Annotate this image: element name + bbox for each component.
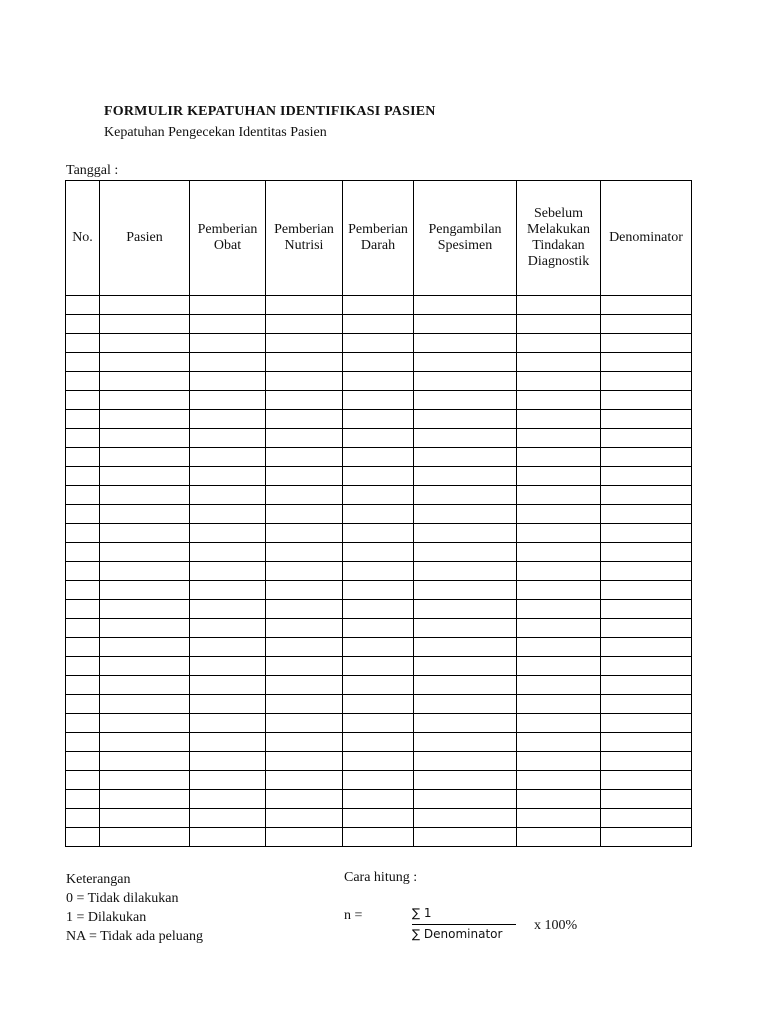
table-cell[interactable] xyxy=(601,505,692,524)
table-cell[interactable] xyxy=(601,790,692,809)
table-cell[interactable] xyxy=(266,638,343,657)
table-row xyxy=(66,733,692,752)
table-cell[interactable] xyxy=(100,505,190,524)
table-cell[interactable] xyxy=(517,467,601,486)
table-cell[interactable] xyxy=(66,410,100,429)
table-cell[interactable] xyxy=(66,315,100,334)
table-cell[interactable] xyxy=(66,429,100,448)
table-cell[interactable] xyxy=(343,752,414,771)
table-cell[interactable] xyxy=(414,676,517,695)
table-cell[interactable] xyxy=(100,790,190,809)
table-cell[interactable] xyxy=(190,372,266,391)
table-cell[interactable] xyxy=(343,771,414,790)
table-cell[interactable] xyxy=(100,410,190,429)
table-cell[interactable] xyxy=(100,467,190,486)
table-cell[interactable] xyxy=(517,486,601,505)
formula-denominator: ∑ Denominator xyxy=(412,927,503,941)
table-cell[interactable] xyxy=(343,790,414,809)
table-cell[interactable] xyxy=(190,600,266,619)
table-cell[interactable] xyxy=(601,581,692,600)
table-cell[interactable] xyxy=(100,486,190,505)
table-cell[interactable] xyxy=(100,562,190,581)
table-cell[interactable] xyxy=(190,334,266,353)
table-cell[interactable] xyxy=(517,638,601,657)
table-cell[interactable] xyxy=(190,467,266,486)
table-cell[interactable] xyxy=(66,334,100,353)
table-cell[interactable] xyxy=(601,657,692,676)
table-cell[interactable] xyxy=(266,448,343,467)
table-cell[interactable] xyxy=(414,315,517,334)
table-cell[interactable] xyxy=(66,486,100,505)
compliance-table xyxy=(65,180,692,847)
table-cell[interactable] xyxy=(414,486,517,505)
table-cell[interactable] xyxy=(266,296,343,315)
table-cell[interactable] xyxy=(517,733,601,752)
table-cell[interactable] xyxy=(100,429,190,448)
legend-item: 1 = Dilakukan xyxy=(66,910,147,925)
table-cell[interactable] xyxy=(66,448,100,467)
table-cell[interactable] xyxy=(190,296,266,315)
table-cell[interactable] xyxy=(517,410,601,429)
table-cell[interactable] xyxy=(343,809,414,828)
table-cell[interactable] xyxy=(66,771,100,790)
table-cell[interactable] xyxy=(517,334,601,353)
table-cell[interactable] xyxy=(100,391,190,410)
table-cell[interactable] xyxy=(100,296,190,315)
table-row xyxy=(66,543,692,562)
table-cell[interactable] xyxy=(66,296,100,315)
table-cell[interactable] xyxy=(517,676,601,695)
table-cell[interactable] xyxy=(601,524,692,543)
table-row xyxy=(66,562,692,581)
table-row xyxy=(66,790,692,809)
col-header-pemberian-darah: Pemberian Darah xyxy=(343,181,414,296)
table-cell[interactable] xyxy=(266,619,343,638)
table-cell[interactable] xyxy=(601,619,692,638)
table-cell[interactable] xyxy=(66,543,100,562)
table-row xyxy=(66,467,692,486)
table-cell[interactable] xyxy=(343,486,414,505)
table-cell[interactable] xyxy=(190,524,266,543)
table-row xyxy=(66,315,692,334)
table-cell[interactable] xyxy=(266,828,343,847)
col-header-sebelum-tindakan: Sebelum Melakukan Tindakan Diagnostik xyxy=(517,181,601,296)
table-row xyxy=(66,676,692,695)
table-cell[interactable] xyxy=(343,524,414,543)
formula-multiplier: x 100% xyxy=(534,918,578,933)
table-cell[interactable] xyxy=(190,809,266,828)
table-cell[interactable] xyxy=(517,657,601,676)
table-cell[interactable] xyxy=(601,543,692,562)
table-cell[interactable] xyxy=(343,562,414,581)
table-cell[interactable] xyxy=(100,695,190,714)
table-cell[interactable] xyxy=(517,391,601,410)
table-cell[interactable] xyxy=(266,771,343,790)
col-header-denominator: Denominator xyxy=(601,181,692,296)
table-cell[interactable] xyxy=(517,752,601,771)
table-cell[interactable] xyxy=(343,828,414,847)
table-cell[interactable] xyxy=(66,467,100,486)
table-cell[interactable] xyxy=(414,543,517,562)
table-cell[interactable] xyxy=(66,752,100,771)
table-cell[interactable] xyxy=(266,505,343,524)
table-cell[interactable] xyxy=(601,372,692,391)
table-cell[interactable] xyxy=(66,391,100,410)
table-cell[interactable] xyxy=(601,353,692,372)
table-cell[interactable] xyxy=(190,543,266,562)
table-cell[interactable] xyxy=(66,714,100,733)
table-cell[interactable] xyxy=(266,657,343,676)
table-cell[interactable] xyxy=(190,676,266,695)
table-cell[interactable] xyxy=(343,296,414,315)
table-cell[interactable] xyxy=(517,315,601,334)
form-title: FORMULIR KEPATUHAN IDENTIFIKASI PASIEN xyxy=(104,104,436,119)
table-cell[interactable] xyxy=(343,733,414,752)
table-row xyxy=(66,372,692,391)
table-cell[interactable] xyxy=(100,809,190,828)
table-cell[interactable] xyxy=(517,695,601,714)
table-row xyxy=(66,638,692,657)
table-row xyxy=(66,714,692,733)
table-cell[interactable] xyxy=(414,790,517,809)
table-cell[interactable] xyxy=(414,619,517,638)
table-cell[interactable] xyxy=(343,505,414,524)
table-cell[interactable] xyxy=(414,353,517,372)
table-cell[interactable] xyxy=(190,752,266,771)
table-cell[interactable] xyxy=(266,733,343,752)
table-cell[interactable] xyxy=(190,714,266,733)
table-cell[interactable] xyxy=(343,429,414,448)
table-cell[interactable] xyxy=(414,448,517,467)
table-cell[interactable] xyxy=(266,486,343,505)
table-cell[interactable] xyxy=(601,714,692,733)
table-cell[interactable] xyxy=(100,524,190,543)
table-cell[interactable] xyxy=(266,467,343,486)
table-cell[interactable] xyxy=(100,353,190,372)
table-cell[interactable] xyxy=(266,391,343,410)
table-cell[interactable] xyxy=(66,809,100,828)
table-cell[interactable] xyxy=(266,315,343,334)
table-cell[interactable] xyxy=(414,714,517,733)
table-cell[interactable] xyxy=(601,486,692,505)
table-cell[interactable] xyxy=(190,695,266,714)
table-cell[interactable] xyxy=(100,334,190,353)
table-cell[interactable] xyxy=(66,790,100,809)
table-cell[interactable] xyxy=(190,790,266,809)
table-cell[interactable] xyxy=(414,752,517,771)
table-cell[interactable] xyxy=(414,505,517,524)
table-cell[interactable] xyxy=(517,448,601,467)
table-cell[interactable] xyxy=(100,657,190,676)
table-cell[interactable] xyxy=(66,372,100,391)
table-cell[interactable] xyxy=(100,638,190,657)
table-cell[interactable] xyxy=(343,657,414,676)
table-cell[interactable] xyxy=(190,771,266,790)
table-cell[interactable] xyxy=(414,429,517,448)
table-cell[interactable] xyxy=(190,486,266,505)
table-cell[interactable] xyxy=(66,600,100,619)
table-cell[interactable] xyxy=(100,619,190,638)
table-row xyxy=(66,353,692,372)
table-cell[interactable] xyxy=(414,600,517,619)
table-cell[interactable] xyxy=(343,695,414,714)
table-cell[interactable] xyxy=(343,410,414,429)
table-row xyxy=(66,296,692,315)
table-cell[interactable] xyxy=(343,581,414,600)
legend xyxy=(66,870,203,946)
table-cell[interactable] xyxy=(100,676,190,695)
table-cell[interactable] xyxy=(343,391,414,410)
legend-item: NA = Tidak ada peluang xyxy=(66,929,203,944)
table-row xyxy=(66,752,692,771)
table-cell[interactable] xyxy=(190,505,266,524)
table-cell[interactable] xyxy=(100,828,190,847)
table-cell[interactable] xyxy=(601,315,692,334)
table-cell[interactable] xyxy=(266,790,343,809)
table-cell[interactable] xyxy=(66,657,100,676)
table-cell[interactable] xyxy=(100,581,190,600)
table-cell[interactable] xyxy=(266,410,343,429)
table-cell[interactable] xyxy=(601,752,692,771)
table-cell[interactable] xyxy=(414,638,517,657)
table-cell[interactable] xyxy=(66,581,100,600)
table-cell[interactable] xyxy=(517,771,601,790)
table-row xyxy=(66,429,692,448)
table-row xyxy=(66,771,692,790)
table-cell[interactable] xyxy=(414,771,517,790)
table-row xyxy=(66,505,692,524)
table-cell[interactable] xyxy=(517,372,601,391)
table-cell[interactable] xyxy=(414,372,517,391)
table-row xyxy=(66,486,692,505)
table-cell[interactable] xyxy=(66,619,100,638)
table-cell[interactable] xyxy=(601,467,692,486)
table-cell[interactable] xyxy=(414,828,517,847)
col-header-pasien: Pasien xyxy=(100,181,190,296)
table-cell[interactable] xyxy=(343,714,414,733)
table-cell[interactable] xyxy=(266,809,343,828)
table-cell[interactable] xyxy=(414,296,517,315)
table-cell[interactable] xyxy=(66,676,100,695)
table-cell[interactable] xyxy=(343,334,414,353)
table-header-row xyxy=(66,181,692,296)
table-cell[interactable] xyxy=(66,733,100,752)
table-cell[interactable] xyxy=(266,752,343,771)
table-cell[interactable] xyxy=(414,334,517,353)
table-row xyxy=(66,828,692,847)
table-cell[interactable] xyxy=(517,714,601,733)
table-cell[interactable] xyxy=(66,638,100,657)
table-row xyxy=(66,410,692,429)
table-cell[interactable] xyxy=(601,562,692,581)
table-cell[interactable] xyxy=(266,372,343,391)
table-cell[interactable] xyxy=(100,752,190,771)
col-header-pemberian-obat: Pemberian Obat xyxy=(190,181,266,296)
table-cell[interactable] xyxy=(343,448,414,467)
form-subtitle: Kepatuhan Pengecekan Identitas Pasien xyxy=(104,125,327,140)
table-cell[interactable] xyxy=(100,372,190,391)
table-cell[interactable] xyxy=(601,391,692,410)
table-cell[interactable] xyxy=(517,543,601,562)
table-cell[interactable] xyxy=(601,410,692,429)
table-cell[interactable] xyxy=(266,353,343,372)
table-cell[interactable] xyxy=(100,714,190,733)
table-row xyxy=(66,581,692,600)
table-cell[interactable] xyxy=(517,809,601,828)
table-cell[interactable] xyxy=(190,448,266,467)
table-cell[interactable] xyxy=(414,581,517,600)
table-row xyxy=(66,391,692,410)
table-cell[interactable] xyxy=(414,695,517,714)
table-cell[interactable] xyxy=(266,714,343,733)
table-cell[interactable] xyxy=(266,543,343,562)
table-cell[interactable] xyxy=(100,733,190,752)
formula-fraction xyxy=(412,906,516,941)
table-cell[interactable] xyxy=(517,828,601,847)
table-cell[interactable] xyxy=(343,600,414,619)
table-cell[interactable] xyxy=(343,543,414,562)
table-cell[interactable] xyxy=(601,448,692,467)
table-cell[interactable] xyxy=(266,334,343,353)
table-row xyxy=(66,448,692,467)
table-cell[interactable] xyxy=(343,467,414,486)
formula-n-label: n = xyxy=(344,908,363,923)
table-cell[interactable] xyxy=(517,790,601,809)
table-cell[interactable] xyxy=(266,695,343,714)
table-cell[interactable] xyxy=(100,448,190,467)
table-cell[interactable] xyxy=(517,524,601,543)
table-body xyxy=(66,296,692,847)
table-cell[interactable] xyxy=(343,372,414,391)
fraction-line xyxy=(412,924,516,925)
table-cell[interactable] xyxy=(266,562,343,581)
table-cell[interactable] xyxy=(601,600,692,619)
table-cell[interactable] xyxy=(601,771,692,790)
table-cell[interactable] xyxy=(190,733,266,752)
table-cell[interactable] xyxy=(190,410,266,429)
table-cell[interactable] xyxy=(66,828,100,847)
table-cell[interactable] xyxy=(190,391,266,410)
table-cell[interactable] xyxy=(100,543,190,562)
table-row xyxy=(66,600,692,619)
table-cell[interactable] xyxy=(601,733,692,752)
table-row xyxy=(66,657,692,676)
table-cell[interactable] xyxy=(517,619,601,638)
legend-heading: Keterangan xyxy=(66,872,131,887)
table-cell[interactable] xyxy=(266,581,343,600)
table-cell[interactable] xyxy=(190,353,266,372)
table-row xyxy=(66,809,692,828)
table-cell[interactable] xyxy=(190,562,266,581)
table-cell[interactable] xyxy=(190,828,266,847)
table-cell[interactable] xyxy=(601,638,692,657)
table-cell[interactable] xyxy=(517,581,601,600)
table-cell[interactable] xyxy=(414,410,517,429)
col-header-pemberian-nutrisi: Pemberian Nutrisi xyxy=(266,181,343,296)
table-cell[interactable] xyxy=(517,562,601,581)
col-header-no: No. xyxy=(66,181,100,296)
table-cell[interactable] xyxy=(517,600,601,619)
table-cell[interactable] xyxy=(414,733,517,752)
table-cell[interactable] xyxy=(601,334,692,353)
table-cell[interactable] xyxy=(517,505,601,524)
table-cell[interactable] xyxy=(66,695,100,714)
calculation-heading: Cara hitung : xyxy=(344,870,418,885)
table-cell[interactable] xyxy=(100,315,190,334)
table-cell[interactable] xyxy=(190,619,266,638)
table-cell[interactable] xyxy=(190,657,266,676)
table-cell[interactable] xyxy=(601,809,692,828)
table-cell[interactable] xyxy=(601,828,692,847)
table-cell[interactable] xyxy=(343,353,414,372)
table-cell[interactable] xyxy=(414,562,517,581)
table-cell[interactable] xyxy=(190,581,266,600)
formula-numerator: ∑ 1 xyxy=(412,906,432,920)
table-row xyxy=(66,524,692,543)
table-cell[interactable] xyxy=(601,676,692,695)
table-cell[interactable] xyxy=(66,505,100,524)
table-cell[interactable] xyxy=(190,638,266,657)
legend-item: 0 = Tidak dilakukan xyxy=(66,891,179,906)
table-cell[interactable] xyxy=(66,562,100,581)
table-cell[interactable] xyxy=(266,429,343,448)
table-cell[interactable] xyxy=(100,600,190,619)
table-row xyxy=(66,334,692,353)
table-cell[interactable] xyxy=(100,771,190,790)
table-cell[interactable] xyxy=(414,657,517,676)
table-cell[interactable] xyxy=(517,429,601,448)
table-cell[interactable] xyxy=(601,429,692,448)
table-row xyxy=(66,619,692,638)
table-cell[interactable] xyxy=(343,619,414,638)
table-cell[interactable] xyxy=(601,695,692,714)
table-cell[interactable] xyxy=(190,429,266,448)
col-header-pengambilan-spesimen: Pengambilan Spesimen xyxy=(414,181,517,296)
table-cell[interactable] xyxy=(517,296,601,315)
table-cell[interactable] xyxy=(66,524,100,543)
table-cell[interactable] xyxy=(517,353,601,372)
table-cell[interactable] xyxy=(266,524,343,543)
table-cell[interactable] xyxy=(414,467,517,486)
table-cell[interactable] xyxy=(414,391,517,410)
table-cell[interactable] xyxy=(414,809,517,828)
table-cell[interactable] xyxy=(190,315,266,334)
table-cell[interactable] xyxy=(66,353,100,372)
table-cell[interactable] xyxy=(266,600,343,619)
date-label: Tanggal : xyxy=(66,163,119,178)
table-cell[interactable] xyxy=(414,524,517,543)
table-cell[interactable] xyxy=(343,638,414,657)
table-row xyxy=(66,695,692,714)
table-cell[interactable] xyxy=(601,296,692,315)
table-cell[interactable] xyxy=(266,676,343,695)
table-cell[interactable] xyxy=(343,315,414,334)
table-cell[interactable] xyxy=(343,676,414,695)
